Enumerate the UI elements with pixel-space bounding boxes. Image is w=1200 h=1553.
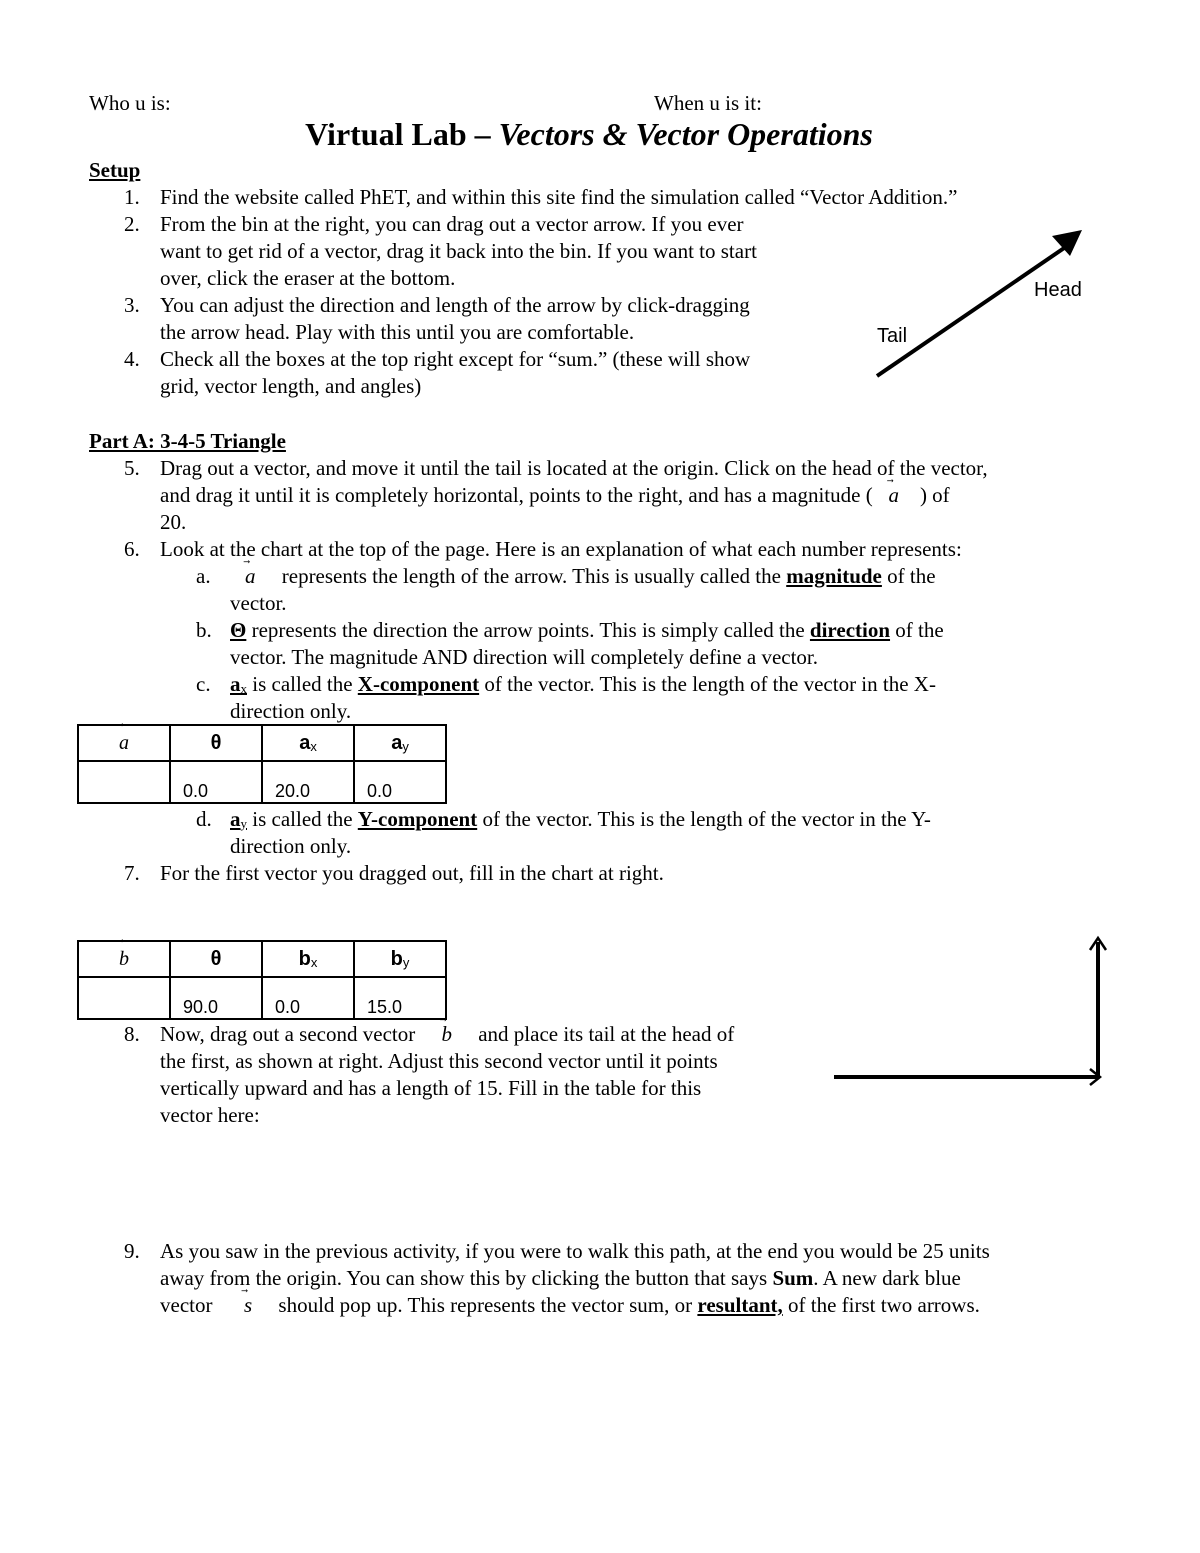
item-6c-line-1: $a_x$ is called the X-component of the vector. This is the length of the vector in the X-: [230, 672, 936, 696]
item-6a-line-2: vector.: [230, 591, 287, 615]
setup-item-1-num: 1.: [124, 185, 140, 209]
item-9-num: 9.: [124, 1239, 140, 1263]
table-a-header-ax: $a_x$: [262, 725, 354, 761]
item-6a-letter: a.: [196, 564, 211, 588]
setup-item-4-line-1: Check all the boxes at the top right except for “sum.” (these will show: [160, 347, 751, 371]
table-b-by-cell[interactable]: 15.0: [354, 977, 446, 1019]
diagonal-arrow-shaft: [877, 244, 1070, 376]
table-b-header-magnitude: b: [78, 941, 170, 977]
when-label: When u is it:: [654, 91, 762, 115]
table-b-header-row: [78, 941, 446, 977]
table-a-ay-cell[interactable]: 0.0: [354, 761, 446, 803]
sum-term: Sum: [772, 1266, 814, 1290]
vector-b-symbol: b: [441, 1022, 452, 1046]
who-label: Who u is:: [89, 91, 171, 115]
title-italic: Vectors & Vector Operations: [498, 116, 873, 152]
setup-item-3-num: 3.: [124, 293, 140, 317]
item-8-line-3: vertically upward and has a length of 15. Fill in the table for this: [160, 1076, 702, 1100]
item-5-line-3: 20.: [160, 510, 187, 534]
setup-item-2-num: 2.: [124, 212, 140, 236]
tail-label: Tail: [877, 325, 908, 347]
setup-item-4-num: 4.: [124, 347, 140, 371]
vector-a-symbol: a: [888, 483, 899, 507]
table-b-header-bx: $b_x$: [262, 941, 354, 977]
item-9-line-1: As you saw in the previous activity, if you were to walk this path, at the end you would be 25 units: [160, 1239, 990, 1263]
item-7-num: 7.: [124, 861, 140, 885]
item-8-line-4: vector here:: [160, 1103, 260, 1127]
direction-term: direction: [809, 618, 891, 642]
table-b-magnitude-cell[interactable]: [78, 977, 170, 1019]
table-b-theta-cell[interactable]: 90.0: [170, 977, 262, 1019]
setup-item-3-line-1: You can adjust the direction and length of the arrow by click-dragging: [160, 293, 750, 317]
table-a-ax-cell[interactable]: 20.0: [262, 761, 354, 803]
item-6d-line-1: $a_y$ is called the Y-component of the vector. This is the length of the vector in the Y-: [230, 807, 931, 831]
item-6b-line-1: Θ represents the direction the arrow points. This is simply called the direction of the: [230, 618, 944, 642]
head-label: Head: [1034, 279, 1082, 301]
table-a-magnitude-cell[interactable]: [78, 761, 170, 803]
table-b-value-row: [78, 977, 446, 1019]
ax-symbol: $a_x$: [230, 672, 247, 696]
item-9-line-2: away from the origin. You can show this by clicking the button that says Sum. A new dark blue: [160, 1266, 961, 1290]
setup-heading: Setup: [89, 158, 141, 182]
item-6-line-1: Look at the chart at the top of the page. Here is an explanation of what each number represents:: [160, 537, 962, 561]
right-angle-vector-diagram: [830, 930, 1115, 1095]
setup-item-2-line-2: want to get rid of a vector, drag it back into the bin. If you want to start: [160, 239, 757, 263]
ay-symbol: $a_y$: [230, 807, 247, 831]
table-a-header-theta: θ: [170, 725, 262, 761]
item-5-num: 5.: [124, 456, 140, 480]
vector-a-table: [77, 724, 447, 804]
table-a-header-ay: $a_y$: [354, 725, 446, 761]
item-5-line-2: [160, 482, 950, 509]
item-6d-line-2: direction only.: [230, 834, 352, 858]
item-6c-letter: c.: [196, 672, 211, 696]
title-plain: Virtual Lab –: [305, 116, 499, 152]
setup-item-2-line-1: From the bin at the right, you can drag out a vector arrow. If you ever: [160, 212, 744, 236]
item-8-line-2: the first, as shown at right. Adjust this second vector until it points: [160, 1049, 718, 1073]
setup-item-4-line-2: grid, vector length, and angles): [160, 374, 422, 398]
table-a-value-row: [78, 761, 446, 803]
diagonal-vector-diagram: [860, 220, 1100, 390]
theta-symbol: Θ: [230, 618, 247, 642]
item-5-line-1: Drag out a vector, and move it until the tail is located at the origin. Click on the head of the vector,: [160, 456, 988, 480]
table-b-bx-cell[interactable]: 0.0: [262, 977, 354, 1019]
setup-item-2-line-3: over, click the eraser at the bottom.: [160, 266, 456, 290]
vector-b-table: [77, 940, 447, 1020]
table-a-header-row: [78, 725, 446, 761]
item-6d-letter: d.: [196, 807, 212, 831]
item-6c-line-2: direction only.: [230, 699, 352, 723]
resultant-term: resultant,: [697, 1293, 783, 1317]
table-b-header-by: $b_y$: [354, 941, 446, 977]
item-6b-letter: b.: [196, 618, 212, 642]
setup-item-3-line-2: the arrow head. Play with this until you are comfortable.: [160, 320, 635, 344]
item-6b-line-2: vector. The magnitude AND direction will completely define a vector.: [230, 645, 819, 669]
table-a-theta-cell[interactable]: 0.0: [170, 761, 262, 803]
item-8-num: 8.: [124, 1022, 140, 1046]
item-6a-line-1: a represents the length of the arrow. This is usually called the magnitude of the: [245, 564, 936, 588]
vector-s-symbol: s: [243, 1293, 253, 1317]
item-9-line-3: vector s should pop up. This represents the vector sum, or resultant, of the first two arrows.: [160, 1293, 980, 1317]
item-7-text: For the first vector you dragged out, fill in the chart at right.: [160, 861, 664, 885]
item-6-num: 6.: [124, 537, 140, 561]
table-b-header-theta: θ: [170, 941, 262, 977]
vector-a-symbol-6a: a: [245, 564, 256, 588]
item-8-line-1: Now, drag out a second vector b and place its tail at the head of: [160, 1022, 735, 1046]
setup-item-1-line-1: Find the website called PhET, and within this site find the simulation called “Vector Addition.”: [160, 185, 958, 209]
x-component-term: X-component: [357, 672, 480, 696]
magnitude-term: magnitude: [786, 564, 882, 588]
y-component-term: Y-component: [357, 807, 478, 831]
page-title: [0, 116, 1178, 153]
item-5-line-2-pre: and drag it until it is completely horizontal, points to the right, and has a magnitude (: [160, 483, 873, 507]
partA-heading: Part A: 3-4-5 Triangle: [89, 429, 286, 453]
item-5-line-2-post: ) of: [919, 483, 950, 507]
table-a-header-magnitude: a: [78, 725, 170, 761]
